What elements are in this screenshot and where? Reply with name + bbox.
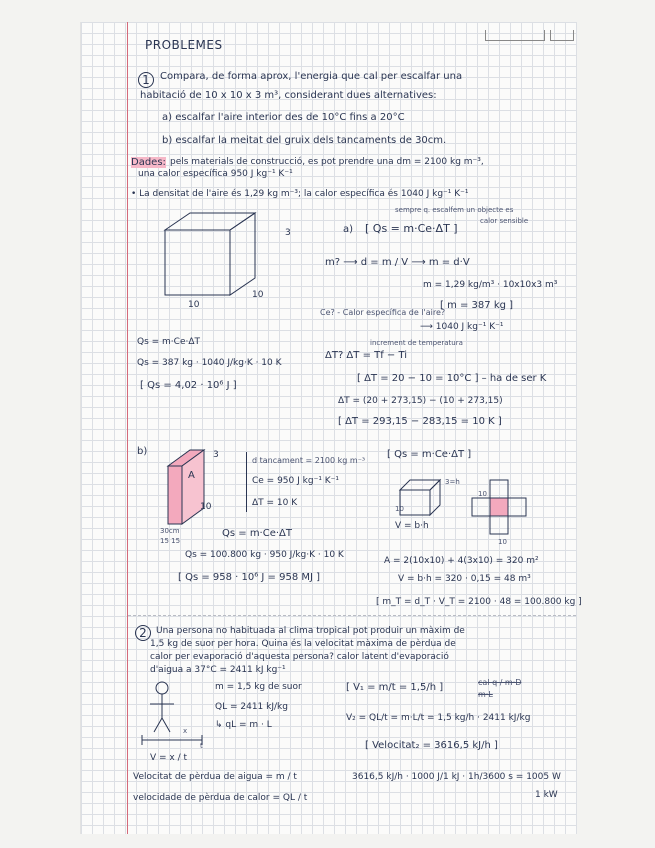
increment-note: increment de temperatura (370, 339, 463, 347)
p2-v2: V₂ = QL/t = m·L/t = 1,5 kg/h · 2411 kJ/kg (346, 713, 531, 723)
dt-kelvin-calc: ΔT = (20 + 273,15) − (10 + 273,15) (338, 396, 503, 406)
b-formula-box: [ Qs = m·Ce·ΔT ] (387, 449, 472, 460)
p2-data-mass: m = 1,5 kg de suor (215, 682, 302, 692)
page-title: PROBLEMES (145, 38, 223, 52)
wall-half: 15 15 (160, 537, 181, 545)
part-a-formula: [ Qs = m·Ce·ΔT ] (365, 222, 458, 235)
ce-value: ⟶ 1040 J kg⁻¹ K⁻¹ (420, 322, 504, 332)
unit-conversion: 3616,5 kJ/h · 1000 J/1 kJ · 1h/3600 s = 1005 W (352, 772, 561, 782)
p2-statement-line1: Una persona no habituada al clima tropical pot produir un màxim de (156, 626, 465, 636)
box-height: 3=h (445, 478, 460, 486)
qs-formula: Qs = m·Ce·ΔT (137, 337, 200, 347)
cube-height: 3 (285, 228, 291, 238)
p2-crossed-note: cal q / m·D (478, 678, 522, 687)
page-tab-mark (485, 30, 545, 41)
velocity-formula: V = x / t (150, 753, 188, 763)
room-cube-drawing (155, 210, 295, 310)
dades-line1: pels materials de construcció, es pot prendre una dm = 2100 kg m⁻³, (170, 157, 484, 167)
part-a-label: a) (343, 224, 354, 235)
qs-substitution: Qs = 387 kg · 1040 J/kg·K · 10 K (137, 358, 282, 368)
p2-data-ql-formula: ↳ qL = m · L (215, 720, 272, 730)
b-data-ce: Ce = 950 J kg⁻¹ K⁻¹ (252, 476, 340, 486)
b-data-density: d tancament = 2100 kg m⁻³ (252, 456, 366, 465)
note-calor-sensible: calor sensible (480, 217, 529, 225)
p2-data-latent: QL = 2411 kJ/kg (215, 702, 288, 712)
area-calc: A = 2(10x10) + 4(3x10) = 320 m² (384, 556, 539, 566)
part-b-label: b) (137, 446, 148, 457)
density-line: • La densitat de l'aire és 1,29 kg m⁻³; la calor específica és 1040 J kg⁻¹ K⁻¹ (131, 189, 469, 199)
dades-line2: una calor específica 950 J kg⁻¹ K⁻¹ (138, 169, 293, 179)
time-label: t (200, 742, 203, 750)
mass-total-calc: [ m_T = d_T · V_T = 2100 · 48 = 100.800 kg ] (376, 597, 582, 607)
problem-1-number: 1 (138, 72, 154, 88)
net-bottom: 10 (498, 538, 507, 546)
problem-separator (128, 615, 576, 616)
page-tab-mark-2 (550, 30, 574, 41)
volume-calc: V = b·h = 320 · 0,15 = 48 m³ (398, 574, 531, 584)
p2-statement-line3: calor per evaporació d'aquesta persona? calor latent d'evaporació (150, 652, 449, 662)
note-sempre: sempre q. escalfem un objecte es (395, 206, 514, 214)
p1-statement-line2: habitació de 10 x 10 x 3 m³, considerant dues alternatives: (140, 90, 437, 101)
box-side: 10 (395, 505, 404, 513)
p1-option-b: b) escalfar la meitat del gruix dels tancaments de 30cm. (162, 135, 447, 146)
p2-v1: [ V₁ = m/t = 1,5/h ] (346, 682, 444, 693)
p2-statement-line4: d'aigua a 37°C = 2411 kJ kg⁻¹ (150, 665, 286, 675)
mass-question: m? ⟶ d = m / V ⟶ m = d·V (325, 257, 470, 268)
p1-statement-line1: Compara, de forma aprox, l'energia que cal per escalfar una (160, 71, 463, 82)
b-qs-result: [ Qs = 958 · 10⁶ J = 958 MJ ] (178, 572, 321, 583)
b-qs-substitution: Qs = 100.800 kg · 950 J/kg·K · 10 K (185, 550, 344, 560)
qs-result: [ Qs = 4,02 · 10⁶ J ] (140, 380, 237, 391)
dades-label: Dades: (131, 157, 166, 168)
ce-question: Ce? - Calor específica de l'aire? (320, 308, 446, 317)
problem-2-number: 2 (135, 625, 151, 641)
dt-question: ΔT? ΔT = Tf − Ti (325, 350, 408, 361)
water-loss-rate: Velocitat de pèrdua de aigua = m / t (133, 772, 297, 782)
dt-kelvin-result: [ ΔT = 293,15 − 283,15 = 10 K ] (338, 416, 502, 427)
distance-label: x (183, 727, 188, 735)
margin-line (127, 22, 128, 834)
volume-formula: V = b·h (395, 521, 429, 531)
b-data-dt: ΔT = 10 K (252, 498, 298, 508)
p2-statement-line2: 1,5 kg de suor per hora. Quina és la velocitat màxima de pèrdua de (150, 639, 456, 649)
p2-crossed-note-2: m·L (478, 690, 493, 699)
cube-depth: 10 (252, 290, 264, 300)
net-height: 10 (478, 490, 487, 498)
p2-v2-result: [ Velocitat₂ = 3616,5 kJ/h ] (365, 740, 498, 751)
wall-thickness: 30cm (160, 527, 180, 535)
wall-height: 3 (213, 450, 219, 460)
mass-result: [ m = 387 kg ] (440, 300, 514, 311)
wall-drawing (160, 448, 220, 528)
p1-option-a: a) escalfar l'aire interior des de 10°C fins a 20°C (162, 112, 405, 123)
unit-conversion-kw: 1 kW (535, 790, 558, 800)
heat-loss-rate: velocidade de pèrdua de calor = QL / t (133, 793, 308, 803)
cube-width: 10 (188, 300, 200, 310)
b-data-bracket (246, 452, 347, 512)
wall-letter: A (188, 470, 195, 481)
mass-calc: m = 1,29 kg/m³ · 10x10x3 m³ (423, 280, 558, 290)
dt-celsius: [ ΔT = 20 − 10 = 10°C ] – ha de ser K (357, 373, 547, 384)
wall-width: 10 (200, 502, 212, 512)
b-qs-formula: Qs = m·Ce·ΔT (222, 528, 292, 539)
